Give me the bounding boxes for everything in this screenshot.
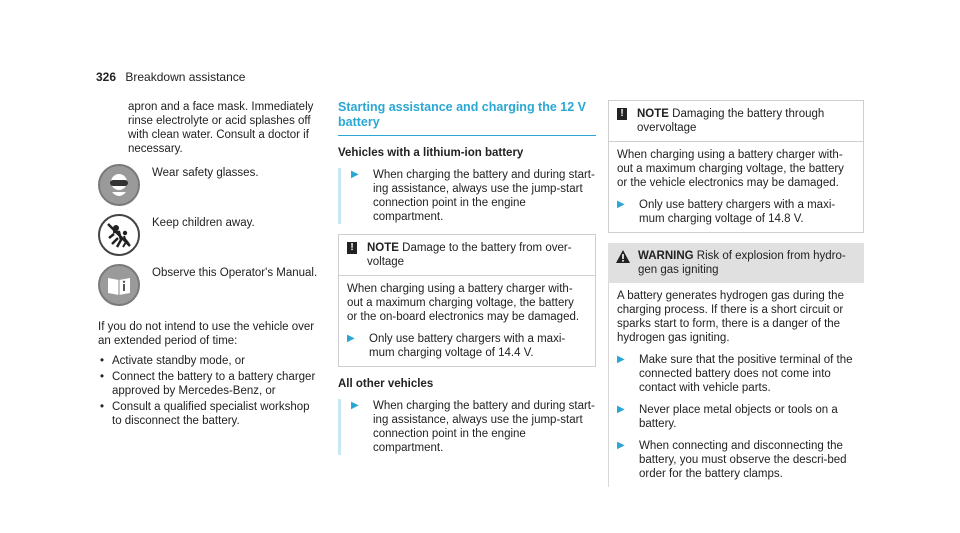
step-text: Only use battery chargers with a maxi-mum charging voltage of 14.8 V. xyxy=(639,199,836,225)
warning-label: WARNING xyxy=(638,250,694,262)
note-heading: Damaging the battery through overvoltage xyxy=(637,108,825,134)
warning-text: A battery generates hydrogen gas during the charging process. If there is a short circuit or sparks start to form, there is a danger of the hydrogen gas igniting. xyxy=(617,290,844,344)
warning-body xyxy=(608,283,864,487)
step-arrow-icon: ▶ xyxy=(617,440,625,451)
keep-children-away-icon xyxy=(98,214,140,256)
instruction-step xyxy=(617,353,856,395)
symbol-text: Wear safety glasses. xyxy=(152,167,259,179)
note-box xyxy=(338,234,596,367)
instruction-step xyxy=(347,332,587,360)
step-text: Only use battery chargers with a maxi-mum charging voltage of 14.4 V. xyxy=(369,333,566,359)
note-exclamation-icon: ! xyxy=(617,108,627,120)
page-title: Breakdown assistance xyxy=(125,70,246,84)
warning-triangle-icon xyxy=(616,250,630,263)
page-header xyxy=(96,70,245,84)
intro-paragraph: apron and a face mask. Immediately rinse electrolyte or acid splashes off with clean water. Consult a doctor if necessary. xyxy=(128,101,314,155)
note-label: NOTE xyxy=(367,242,399,254)
section-title: Starting assistance and charging the 12 V battery xyxy=(338,100,596,136)
symbol-row xyxy=(98,264,320,306)
note-header xyxy=(609,101,863,142)
note-text: When charging using a battery charger with-out a maximum charging voltage, the battery or the on-board electronics may be damaged. xyxy=(347,283,580,323)
storage-list xyxy=(98,354,320,428)
step-arrow-icon: ▶ xyxy=(617,404,625,415)
subheading-other: All other vehicles xyxy=(338,378,434,390)
list-item: • Activate standby mode, or xyxy=(98,354,320,368)
instruction-step xyxy=(617,198,855,226)
note-body xyxy=(339,276,595,366)
step-text: When charging the battery and during start-ing assistance, always use the jump-start connection point in the engine compartment. xyxy=(373,169,595,223)
list-item: • Consult a qualified specialist workshop to disconnect the battery. xyxy=(98,400,320,428)
storage-paragraph: If you do not intend to use the vehicle over an extended period of time: xyxy=(98,321,315,347)
step-text: When charging the battery and during start-ing assistance, always use the jump-start connection point in the engine compartment. xyxy=(373,400,595,454)
symbol-row xyxy=(98,164,320,206)
step-arrow-icon: ▶ xyxy=(347,333,355,344)
note-header xyxy=(339,235,595,276)
list-item: • Connect the battery to a battery charger approved by Mercedes-Benz, or xyxy=(98,370,320,398)
operators-manual-icon xyxy=(98,264,140,306)
step-text: Make sure that the positive terminal of the connected battery does not come into contact with vehicle parts. xyxy=(639,354,853,394)
note-label: NOTE xyxy=(637,108,669,120)
instruction-step xyxy=(351,399,596,455)
warning-heading: Risk of explosion from hydro-gen gas igniting xyxy=(638,250,846,276)
warning-header xyxy=(608,243,864,283)
symbol-text: Observe this Operator's Manual. xyxy=(152,267,318,279)
step-arrow-icon: ▶ xyxy=(351,169,359,180)
instruction-step xyxy=(617,403,856,431)
instruction-step xyxy=(617,439,856,481)
note-box xyxy=(608,100,864,233)
symbol-text: Keep children away. xyxy=(152,217,255,229)
step-arrow-icon: ▶ xyxy=(617,199,625,210)
instruction-step xyxy=(351,168,596,224)
column-2 xyxy=(338,100,596,465)
note-exclamation-icon: ! xyxy=(347,242,357,254)
step-text: When connecting and disconnecting the battery, you must observe the descri-bed order for the battery clamps. xyxy=(639,440,847,480)
step-arrow-icon: ▶ xyxy=(351,400,359,411)
instruction-block xyxy=(338,168,596,224)
page-number: 326 xyxy=(96,70,117,84)
note-text: When charging using a battery charger with-out a maximum charging voltage, the battery or the vehicle electronics may be damaged. xyxy=(617,149,844,189)
subheading-lithium: Vehicles with a lithium-ion battery xyxy=(338,147,524,159)
warning-box xyxy=(608,243,864,487)
step-arrow-icon: ▶ xyxy=(617,354,625,365)
note-body xyxy=(609,142,863,232)
column-1 xyxy=(98,100,320,430)
instruction-block xyxy=(338,399,596,455)
column-3 xyxy=(608,100,864,487)
step-text: Never place metal objects or tools on a battery. xyxy=(639,404,838,430)
safety-glasses-icon xyxy=(98,164,140,206)
symbol-row xyxy=(98,214,320,256)
note-heading: Damage to the battery from over-voltage xyxy=(367,242,572,268)
